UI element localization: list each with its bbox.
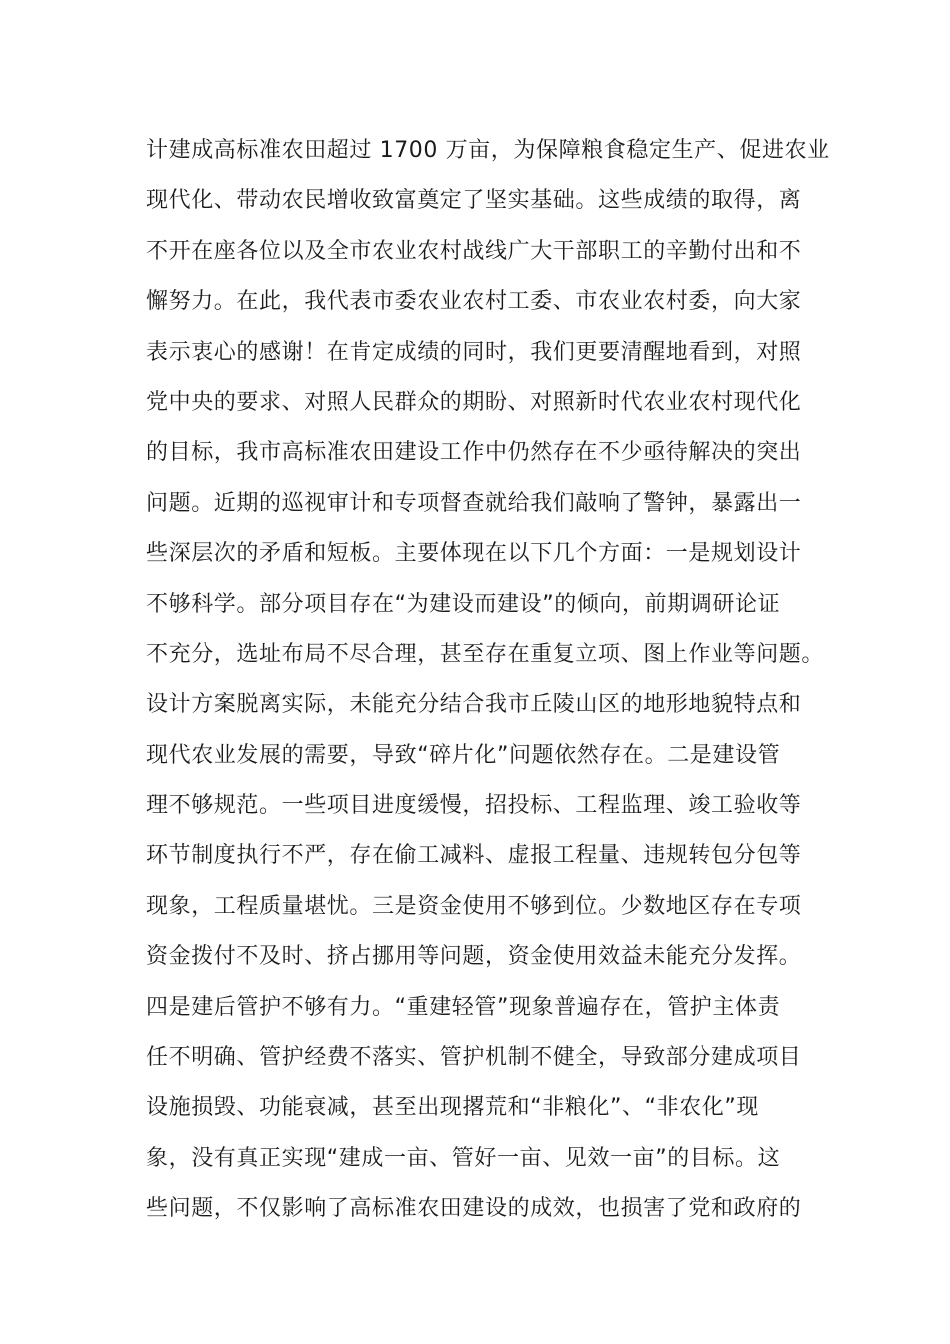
text-line: 的目标，我市高标准农田建设工作中仍然存在不少亟待解决的突出 [146,440,802,466]
text-line: 现象，工程质量堪忧。三是资金使用不够到位。少数地区存在专项 [146,893,802,919]
text-line: 计建成高标准农田超过 1700 万亩，为保障粮食稳定生产、促进农业 [146,138,830,163]
text-line: 懈努力。在此，我代表市委农业农村工委、市农业农村委，向大家 [146,289,802,315]
body-paragraph [146,126,830,1235]
text-line: 象，没有真正实现“建成一亩、管好一亩、见效一亩”的目标。这 [146,1145,781,1171]
text-line: 问题。近期的巡视审计和专项督查就给我们敲响了警钟，暴露出一 [146,490,802,516]
text-line: 资金拨付不及时、挤占挪用等问题，资金使用效益未能充分发挥。 [146,944,802,970]
text-line: 现代农业发展的需要，导致“碎片化”问题依然存在。二是建设管 [146,742,781,768]
text-line: 表示衷心的感谢！在肯定成绩的同时，我们更要清醒地看到，对照 [146,339,802,365]
text-line: 不开在座各位以及全市农业农村战线广大干部职工的辛勤付出和不 [146,238,802,264]
text-line: 些问题，不仅影响了高标准农田建设的成效，也损害了党和政府的 [146,1196,802,1222]
text-line: 不充分，选址布局不尽合理，甚至存在重复立项、图上作业等问题。 [146,641,825,667]
text-line: 党中央的要求、对照人民群众的期盼、对照新时代农业农村现代化 [146,389,802,415]
text-line: 设计方案脱离实际，未能充分结合我市丘陵山区的地形地貌特点和 [146,692,802,718]
text-line: 任不明确、管护经费不落实、管护机制不健全，导致部分建成项目 [146,1045,802,1071]
text-line: 不够科学。部分项目存在“为建设而建设”的倾向，前期调研论证 [146,591,781,617]
text-line: 设施损毁、功能衰减，甚至出现撂荒和“非粮化”、“非农化”现 [146,1095,759,1121]
text-line: 环节制度执行不严，存在偷工减料、虚报工程量、违规转包分包等 [146,843,802,869]
text-line: 理不够规范。一些项目进度缓慢，招投标、工程监理、竣工验收等 [146,793,802,819]
text-line: 些深层次的矛盾和短板。主要体现在以下几个方面：一是规划设计 [146,541,802,567]
text-line: 四是建后管护不够有力。“重建轻管”现象普遍存在，管护主体责 [146,994,781,1020]
text-line: 现代化、带动农民增收致富奠定了坚实基础。这些成绩的取得，离 [146,188,802,214]
